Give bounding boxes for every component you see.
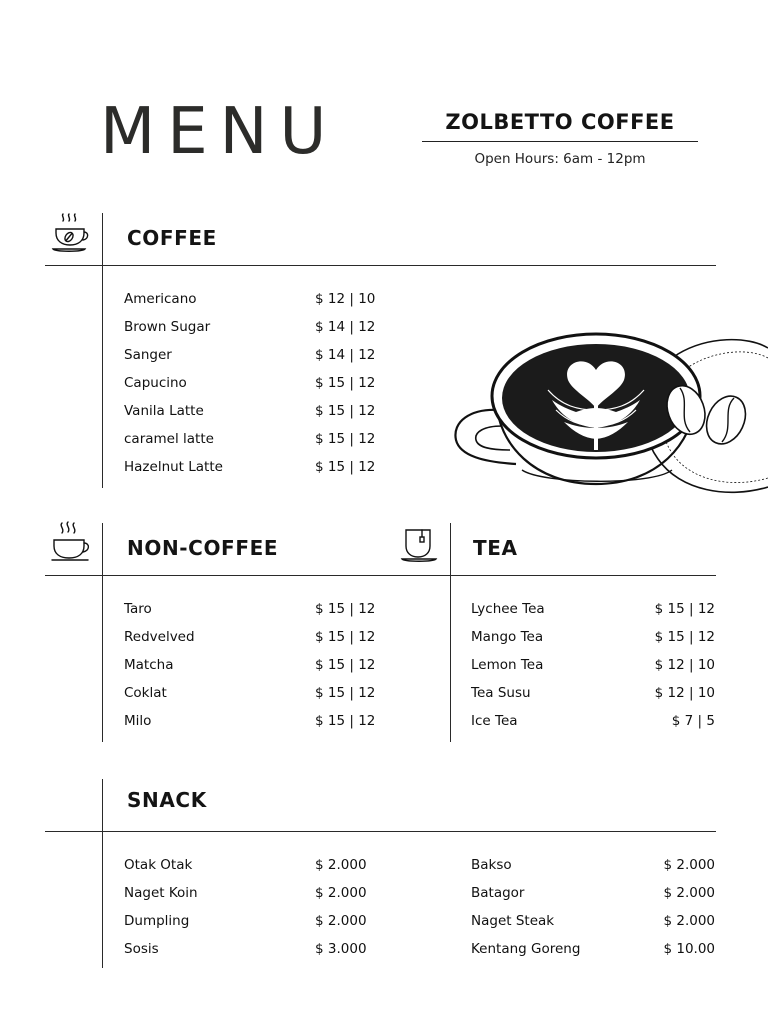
coffee-item-price: $ 14 | 12 [315, 347, 376, 363]
tea-item-price: $ 12 | 10 [654, 657, 715, 673]
tea-vertical-divider [450, 523, 451, 742]
snack-item-name: Batagor [471, 885, 525, 901]
non-coffee-item-price: $ 15 | 12 [315, 685, 376, 701]
snack-item-name: Sosis [124, 941, 159, 957]
coffee-item-name: Brown Sugar [124, 319, 211, 335]
tea-item-price: $ 15 | 12 [654, 629, 715, 645]
brand-divider [422, 141, 698, 142]
coffee-item-name: caramel latte [124, 431, 214, 447]
snack-item-name: Kentang Goreng [471, 941, 581, 957]
non-coffee-item-name: Redvelved [124, 629, 195, 645]
snack-item-name: Otak Otak [124, 857, 193, 873]
coffee-item-name: Hazelnut Latte [124, 459, 223, 475]
non-coffee-item-price: $ 15 | 12 [315, 713, 376, 729]
coffee-item-price: $ 15 | 12 [315, 375, 376, 391]
page-title: MENU [100, 95, 339, 169]
non-coffee-horizontal-divider [45, 575, 716, 576]
coffee-item-price: $ 12 | 10 [315, 291, 376, 307]
tea-bag-cup-icon [400, 526, 438, 564]
brand-name: ZOLBETTO COFFEE [445, 110, 675, 134]
coffee-item-name: Sanger [124, 347, 172, 363]
non-coffee-item-price: $ 15 | 12 [315, 601, 376, 617]
coffee-vertical-divider [102, 213, 103, 488]
snack-item-price: $ 2.000 [315, 885, 367, 901]
snack-item-name: Dumpling [124, 913, 190, 929]
non-coffee-vertical-divider [102, 523, 103, 742]
open-hours: Open Hours: 6am - 12pm [474, 151, 646, 167]
non-coffee-item-name: Taro [124, 601, 152, 617]
latte-cup-illustration [452, 330, 768, 496]
coffee-item-price: $ 15 | 12 [315, 431, 376, 447]
snack-item-name: Bakso [471, 857, 512, 873]
tea-item-price: $ 15 | 12 [654, 601, 715, 617]
tea-item-name: Mango Tea [471, 629, 544, 645]
snack-item-name: Naget Koin [124, 885, 198, 901]
non-coffee-section-title: NON-COFFEE [127, 536, 279, 560]
coffee-item-name: Americano [124, 291, 197, 307]
snack-item-name: Naget Steak [471, 913, 555, 929]
snack-item-price: $ 10.00 [663, 941, 715, 957]
snack-item-price: $ 3.000 [315, 941, 367, 957]
snack-section-title: SNACK [127, 788, 207, 812]
snack-item-price: $ 2.000 [663, 885, 715, 901]
non-coffee-item-name: Milo [124, 713, 152, 729]
coffee-item-price: $ 14 | 12 [315, 319, 376, 335]
non-coffee-item-price: $ 15 | 12 [315, 629, 376, 645]
tea-item-name: Tea Susu [471, 685, 531, 701]
coffee-item-price: $ 15 | 12 [315, 403, 376, 419]
snack-item-price: $ 2.000 [663, 913, 715, 929]
snack-vertical-divider [102, 779, 103, 968]
snack-item-price: $ 2.000 [663, 857, 715, 873]
non-coffee-item-name: Matcha [124, 657, 174, 673]
snack-item-price: $ 2.000 [315, 857, 367, 873]
non-coffee-item-price: $ 15 | 12 [315, 657, 376, 673]
tea-section-title: TEA [473, 536, 518, 560]
coffee-item-name: Vanila Latte [124, 403, 204, 419]
coffee-horizontal-divider [45, 265, 716, 266]
tea-item-name: Lychee Tea [471, 601, 545, 617]
steaming-cup-icon [50, 520, 92, 564]
coffee-cup-icon [50, 211, 92, 255]
snack-horizontal-divider [45, 831, 716, 832]
non-coffee-item-name: Coklat [124, 685, 167, 701]
coffee-item-price: $ 15 | 12 [315, 459, 376, 475]
snack-item-price: $ 2.000 [315, 913, 367, 929]
coffee-section-title: COFFEE [127, 226, 217, 250]
tea-item-price: $ 7 | 5 [671, 713, 715, 729]
tea-item-name: Ice Tea [471, 713, 518, 729]
tea-item-price: $ 12 | 10 [654, 685, 715, 701]
tea-item-name: Lemon Tea [471, 657, 544, 673]
coffee-item-name: Capucino [124, 375, 187, 391]
